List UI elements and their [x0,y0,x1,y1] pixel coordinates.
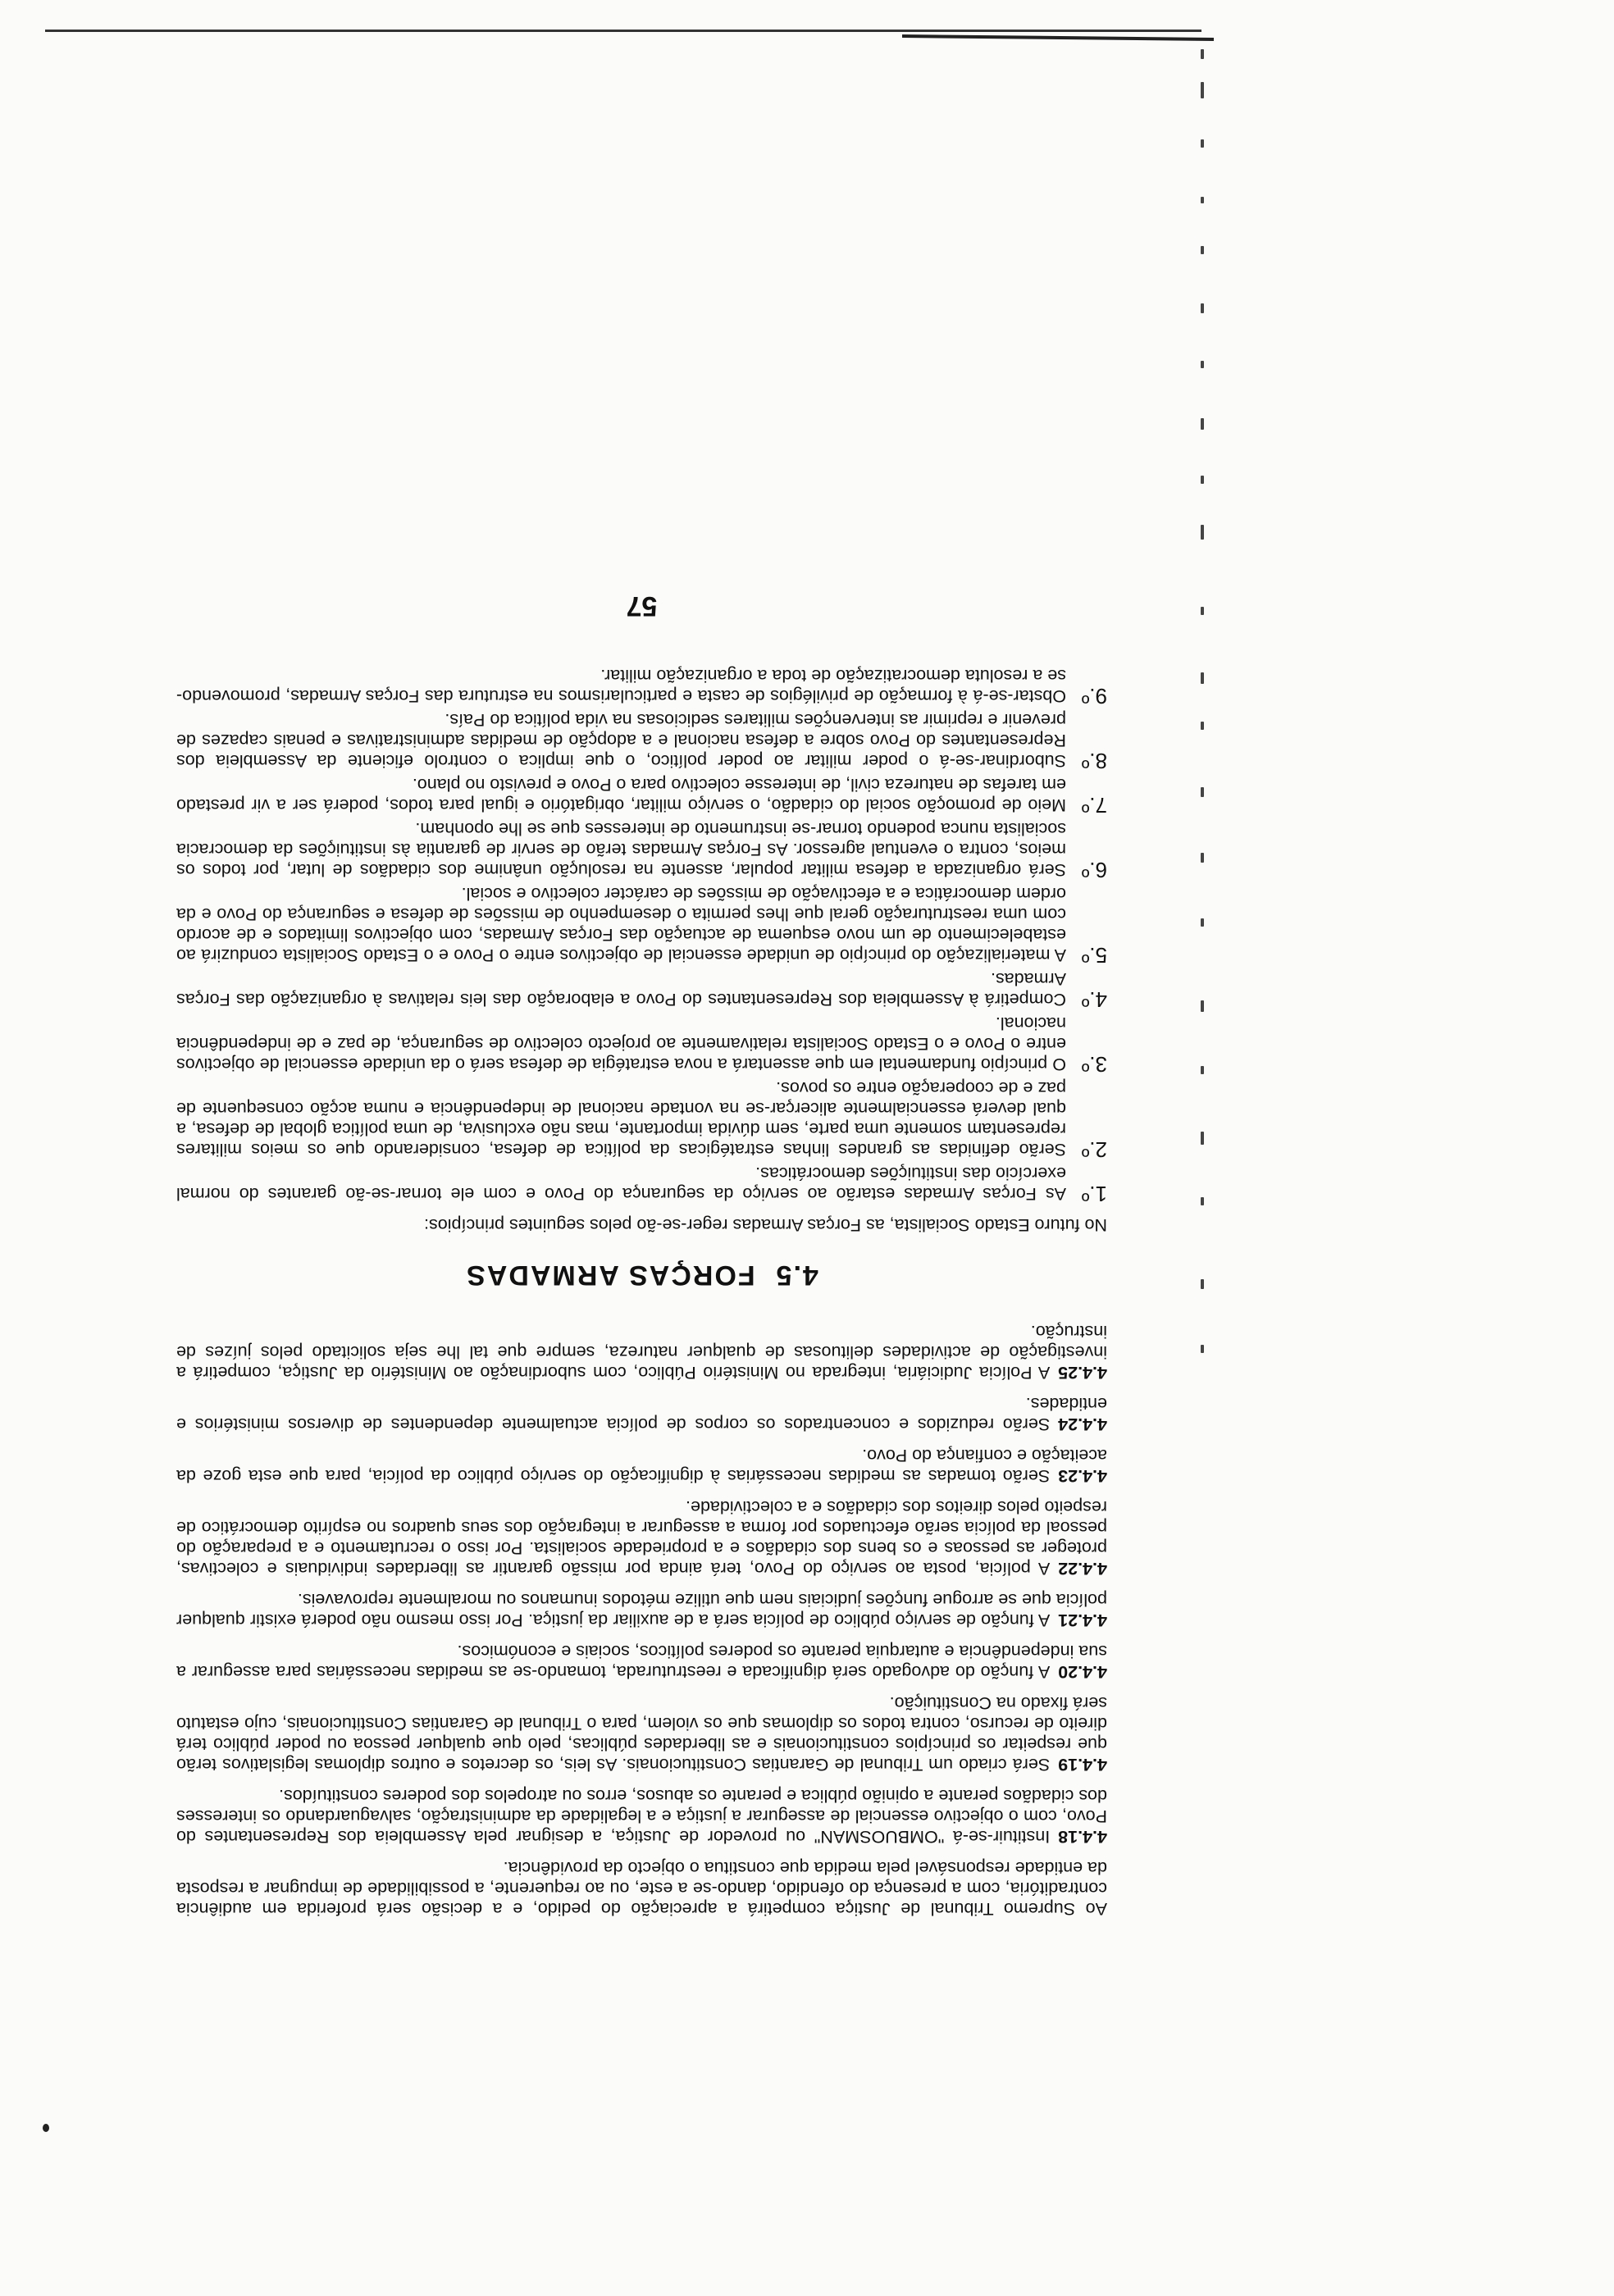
scan-margin-marks [1201,33,1220,1427]
section-heading [176,1260,1107,1291]
principle-2: 2.º Serão definidas as grandes linhas estratégicas da política de defesa, considerando que os meios militares representam somente uma parte, sem dúvida importante, mas não exclusiva, de uma política global de defesa, a qual deverá essencialmente alicerçar-se na vontade nacional de independência e numa acção consequente de paz e de cooperação entre os povos. [176,1078,1107,1162]
section-intro: No futuro Estado Socialista, as Forças Armadas reger-se-ão pelos seguintes princípios: [424,1215,1107,1235]
section-title: FORÇAS ARMADAS [465,1260,755,1291]
paragraph-4-4-24: 4.4.24Serão reduzidos e concentrados os corpos de polícia actualmente dependentes de diversos ministérios e entidades. [176,1394,1107,1434]
principle-1: 1.º As Forças Armadas estarão ao serviço da segurança do Povo e com ele tornar-se-ão garantes do normal exercício das instituições democráticas. [176,1164,1107,1206]
scan-speck [43,2124,49,2132]
principle-8: 8.º Subordinar-se-á o poder militar ao poder político, o que implica o controlo eficiente da Assembleia dos Representantes do Povo sobre a defesa nacional e a adopção de medidas administrativas e penais capazes de prevenir e reprimir as intervenções militares sediciosas na vida política do País. [176,710,1107,773]
principle-9: 9.º Obstar-se-á à formação de privilégios de casta e particularismos na estrutura das Forças Armadas, promovendo-se a resoluta democratização de toda a organização militar. [176,666,1107,708]
paragraph-4-4-20: 4.4.20A função do advogado será dignificada e reestruturada, tomando-se as medidas necessárias para assegurar a sua independência e autarquia perante os poderes políticos, sociais e económicos. [176,1642,1107,1682]
paragraph-4-4-19: 4.4.19Será criado um Tribunal de Garantias Constitucionais. As leis, os decretos e outros diplomas legislativos terão que respeitar os princípios constitucionais e as liberdades públicas, pelo que qualquer pessoa ou poder público terá direito de recurso, contra todos os diplomas que os violem, para o Tribunal de Garantias Constitucionais, cujo estatuto será fixado na Constituição. [176,1693,1107,1774]
paragraph-4-4-23: 4.4.23Serão tomadas as medidas necessárias à dignificação do serviço público da polícia, para que esta goze da aceitação e confiança do Povo. [176,1446,1107,1486]
page-number: 57 [626,590,658,622]
principle-6: 6.º Será organizada a defesa militar popular, assente na resolução unânime dos cidadãos de lutar, por todos os meios, contra o eventual agressor. As Forças Armadas terão de servir de garantia às instituições da democracia socialista nunca podendo tornar-se instrumento de interesses que se lhe oponham. [176,819,1107,882]
principle-5: 5.º A materialização do princípio de unidade essencial de objectivos entre o Povo e o Estado Socialista conduzirá ao estabelecimento de um novo esquema de actuação das Forças Armadas, com objectivos limitados e de acordo com uma reestruturação geral que lhes permita o desempenho de missões de defesa e segurança do Povo e da ordem democrática e a efectivação de missões de carácter colectivo e social. [176,884,1107,968]
scan-edge-line-thick [902,34,1214,41]
paragraph-4-4-18: 4.4.18Instituir-se-á "OMBUOSMAN" ou provedor de Justiça, a designar pela Assembleia dos Representantes do Povo, com o objectivo essencial de assegurar a justiça e a legalidade da administração, salvaguardando os interesses dos cidadãos perante a opinião pública e perante os abusos, erros ou atropelos dos poderes constituídos. [176,1786,1107,1847]
paragraph-4-4-21: 4.4.21A função de serviço público de polícia será a de auxiliar da justiça. Por isso mesmo não poderá existir qualquer polícia que se arrogue funções judiciais nem que utilize métodos inumanos ou moralmente reprovaveis. [176,1590,1107,1630]
document-page [176,98,1107,1919]
principle-7: 7.º Meio de promoção social do cidadão, o serviço militar, obrigatório e igual para todos, poderá ser a vir prestado em tarefas de natureza civil, de interesse colectivo para o Povo e previsto no plano. [176,775,1107,818]
paragraph-4-4-25: 4.4.25A Polícia Judiciária, integrada no Ministério Público, com subordinação ao Ministério da Justiça, competirá a investigação de actividades delituosas de qualquer natureza, sempre que tal lhe seja solicitado pelos juízes de instrução. [176,1322,1107,1383]
paragraph-4-4-22: 4.4.22A polícia, posta ao serviço do Povo, terá ainda por missão garantir as liberdades individuais e colectivas, proteger as pessoas e os bens dos cidadãos e a propriedade socialista. Por isso o recrutamento e a preparação do pessoal da polícia serão efectuados por forma a assegurar a integração dos seus quadros no espírito democrático de respeito pelos direitos dos cidadãos e a colectividade. [176,1497,1107,1578]
intro-paragraph: Ao Supremo Tribunal de Justiça competirá a apreciação do pedido, e a decisão será proferida em audiência contraditória, com a presença do ofendido, dando-se a este, ou ao requerente, a possibilidade de impugnar a resposta da entidade responsável pela medida que constitua o objecto da providência. [176,1858,1107,1919]
principle-4: 4.º Competirá à Assembleia dos Representantes do Povo a elaboração das leis relativas à organização das Forças Armadas. [176,969,1107,1012]
scan-edge-line [45,30,1201,32]
section-number: 4.5 [774,1260,818,1291]
principle-3: 3.º O princípio fundamental em que assentará a nova estratégia de defesa será o da unidade essencial de objectivos entre o Povo e o Estado Socialista relativamente ao projecto colectivo de segurança, de paz e de independência nacional. [176,1014,1107,1077]
